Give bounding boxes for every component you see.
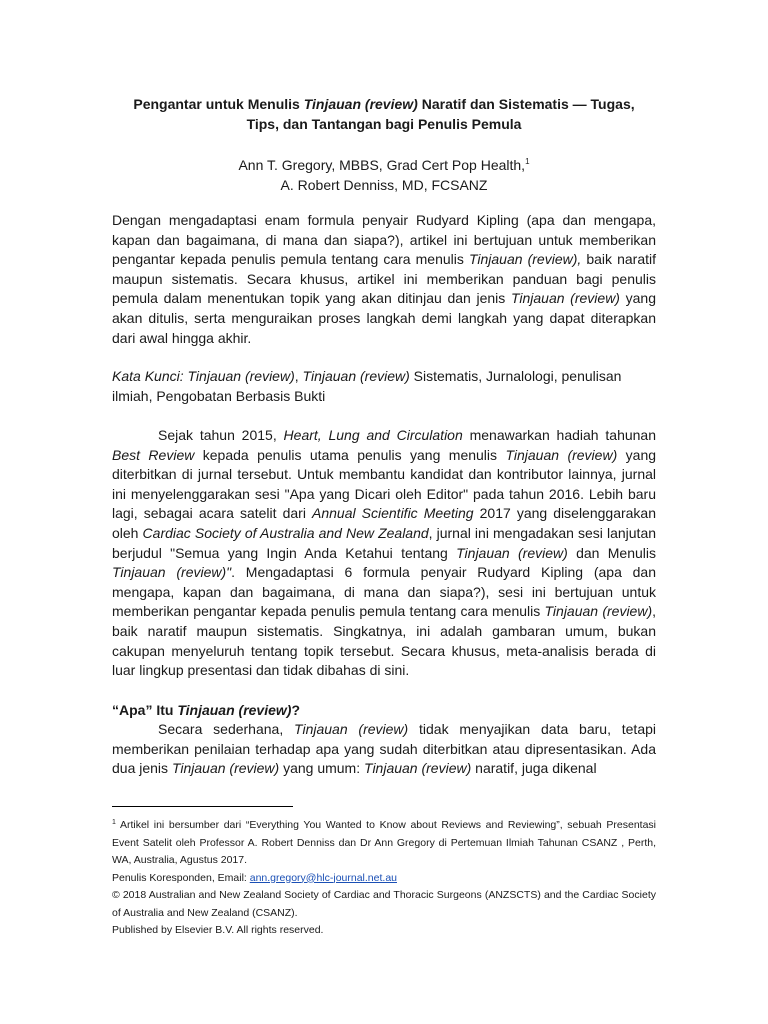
- footnote-source: $^1$ Artikel ini bersumber dari “Everything You Wanted to Know about Reviews and Reviewing”, sebuah Presentasi Event Satelit oleh Professor A. Robert Denniss dan Dr Ann Gregory di Pertemuan Ilmiah Tahunan CSANZ , Perth, WA, Australia, Agustus 2017.: [112, 819, 656, 866]
- article-title: [112, 94, 656, 134]
- author-1: Ann T. Gregory, MBBS, Grad Cert Pop Health,$^1$: [238, 157, 530, 173]
- section-heading: “Apa” Itu Tinjauan (review)?: [112, 702, 301, 718]
- author-1-footnote-ref: 1: [525, 157, 530, 166]
- title-line-1: Pengantar untuk Menulis Tinjauan (review) Naratif dan Sistematis — Tugas,: [133, 96, 635, 112]
- title-line-2: Tips, dan Tantangan bagi Penulis Pemula: [246, 116, 522, 132]
- corresponding-author: Penulis Koresponden, Email: ann.gregory@hlc-journal.net.au: [112, 871, 397, 884]
- copyright-notice: © 2018 Australian and New Zealand Society of Cardiac and Thoracic Surgeons (ANZSCTS) and the Cardiac Society of Australia and New Zealand (CSANZ).: [112, 889, 656, 919]
- footnote-divider: [112, 806, 293, 807]
- author-list: [112, 152, 656, 195]
- author-2: A. Robert Denniss, MD, FCSANZ: [280, 177, 488, 193]
- publisher-notice: Published by Elsevier B.V. All rights reserved.: [112, 924, 324, 936]
- keywords-paragraph: Kata Kunci: Tinjauan (review), Tinjauan (review) Sistematis, Jurnalologi, penulisan ilmiah, Pengobatan Berbasis Bukti: [112, 368, 622, 404]
- section-paragraph: Secara sederhana, Tinjauan (review) tidak menyajikan data baru, tetapi memberikan penilaian terhadap apa yang sudah diterbitkan atau dipresentasikan. Ada dua jenis Tinjauan (review) yang umum: Tinjauan (review) naratif, juga dikenal: [112, 721, 657, 777]
- introduction-paragraph: Sejak tahun 2015, Heart, Lung and Circulation menawarkan hadiah tahunan Best Review kepada penulis utama penulis yang menulis Tinjauan (review) yang diterbitkan di jurnal tersebut. Untuk membantu kandidat dan kontributor lainnya, jurnal ini menyelenggarakan sesi "Apa yang Dicari oleh Editor" pada tahun 2016. Lebih baru lagi, sebagai acara satelit dari Annual Scientific Meeting 2017 yang diselenggarakan oleh Cardiac Society of Australia and New Zealand, jurnal ini mengadakan sesi lanjutan berjudul "Semua yang Ingin Anda Ketahui tentang Tinjauan (review) dan Menulis Tinjauan (review)". Mengadaptasi 6 formula penyair Rudyard Kipling (apa dan mengapa, kapan dan bagaimana, di mana dan siapa?), sesi ini bertujuan untuk memberikan pengantar kepada penulis pemula tentang cara menulis Tinjauan (review), baik naratif maupun sistematis. Singkatnya, ini adalah gambaran umum, bukan cakupan menyeluruh tentang topik tersebut. Secara khusus, meta-analisis berada di luar lingkup presentasi dan tidak dibahas di sini.: [112, 427, 657, 679]
- email-link[interactable]: ann.gregory@hlc-journal.net.au: [249, 871, 397, 884]
- abstract-paragraph: Dengan mengadaptasi enam formula penyair Rudyard Kipling (apa dan mengapa, kapan dan bagaimana, di mana dan siapa?), artikel ini bertujuan untuk memberikan pengantar kepada penulis pemula tentang cara menulis Tinjauan (review), baik naratif maupun sistematis. Secara khusus, artikel ini memberikan panduan bagi penulis pemula dalam menentukan topik yang akan ditinjau dan jenis Tinjauan (review) yang akan ditulis, serta menguraikan proses langkah demi langkah yang dapat diterapkan dari awal hingga akhir.: [112, 212, 657, 346]
- footnote-block: [112, 814, 656, 940]
